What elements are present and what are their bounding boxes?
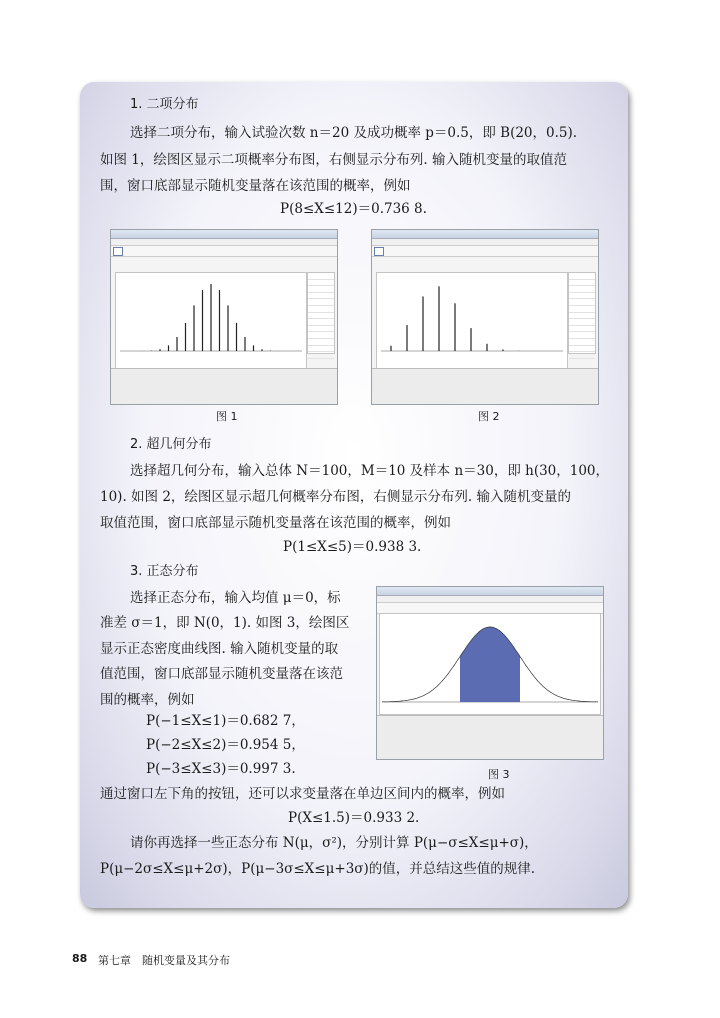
chapter-title: 第七章 随机变量及其分布 <box>98 954 230 967</box>
section1-line3: 围，窗口底部显示随机变量落在该范围的概率，例如 <box>100 178 411 194</box>
figure2-bars-svg <box>377 273 567 368</box>
section1-line2: 如图 1，绘图区显示二项概率分布图，右侧显示分布列. 输入随机变量的取值范 <box>100 152 567 168</box>
section3-formula3: P(−3≤X≤3)＝0.997 3. <box>146 761 296 777</box>
figure1-plot <box>115 272 307 369</box>
section3-line7: 请你再选择一些正态分布 N(μ，σ²)，分别计算 P(μ−σ≤X≤μ+σ)， <box>130 835 538 851</box>
figure1-bars-svg <box>116 273 306 368</box>
section3-line8: P(μ−2σ≤X≤μ+2σ)，P(μ−3σ≤X≤μ+3σ)的值，并总结这些值的规律. <box>100 861 536 877</box>
figure1-caption: 图 1 <box>216 410 238 423</box>
section3-line5: 围的概率，例如 <box>100 692 195 708</box>
section3-line2: 准差 σ＝1，即 N(0，1). 如图 3，绘图区 <box>100 615 350 631</box>
window-menubar <box>377 596 603 603</box>
window-menubar <box>372 239 598 246</box>
figure2-distribution-table <box>568 272 596 354</box>
section3-formula4: P(X≤1.5)＝0.933 2. <box>288 810 420 826</box>
section3-heading: 3. 正态分布 <box>130 564 199 579</box>
figure3-caption: 图 3 <box>488 768 510 781</box>
section2-line3: 取值范围，窗口底部显示随机变量落在该范围的概率，例如 <box>100 515 451 531</box>
figure2-caption: 图 2 <box>478 410 500 423</box>
section2-heading: 2. 超几何分布 <box>130 437 212 452</box>
window-menubar <box>111 239 337 246</box>
window-titlebar <box>111 230 337 239</box>
figure3-plot <box>379 613 601 715</box>
section1-heading: 1. 二项分布 <box>130 97 199 112</box>
figure1-controls[interactable] <box>111 368 337 405</box>
section2-formula: P(1≤X≤5)＝0.938 3. <box>283 539 422 555</box>
figure3-controls[interactable] <box>377 715 603 760</box>
section3-line6: 通过窗口左下角的按钮，还可以求变量落在单边区间内的概率，例如 <box>100 786 505 802</box>
figure3-window <box>376 586 604 760</box>
section3-formula1: P(−1≤X≤1)＝0.682 7， <box>146 713 305 729</box>
figure2-plot <box>376 272 568 369</box>
section1-line1: 选择二项分布，输入试验次数 n＝20 及成功概率 p＝0.5，即 B(20，0.5). <box>130 125 578 141</box>
window-toolbar <box>111 246 337 257</box>
section3-formula2: P(−2≤X≤2)＝0.954 5， <box>146 737 305 753</box>
pointer-tool-button[interactable] <box>113 247 123 256</box>
figure2-controls[interactable] <box>372 368 598 405</box>
window-titlebar <box>372 230 598 239</box>
section3-line3: 显示正态密度曲线图. 输入随机变量的取 <box>100 641 339 657</box>
page-number: 88 <box>72 952 88 965</box>
section2-line1: 选择超几何分布，输入总体 N＝100，M＝10 及样本 n＝30，即 h(30，100， <box>130 463 610 479</box>
window-titlebar <box>377 587 603 596</box>
probability-area <box>460 627 520 702</box>
section3-line1: 选择正态分布，输入均值 μ＝0，标 <box>130 590 341 606</box>
figure1-distribution-table <box>307 272 335 354</box>
pointer-tool-button[interactable] <box>374 247 384 256</box>
figure3-density-svg <box>380 614 600 714</box>
figure1-window <box>110 229 338 405</box>
section2-line2: 10). 如图 2，绘图区显示超几何概率分布图，右侧显示分布列. 输入随机变量的 <box>100 489 571 505</box>
section1-formula: P(8≤X≤12)＝0.736 8. <box>280 201 427 217</box>
window-toolbar <box>372 246 598 257</box>
figure2-window <box>371 229 599 405</box>
figure1-bars <box>126 284 296 351</box>
section3-line4: 值范围，窗口底部显示随机变量落在该范 <box>100 666 343 682</box>
figure2-bars <box>391 286 551 351</box>
